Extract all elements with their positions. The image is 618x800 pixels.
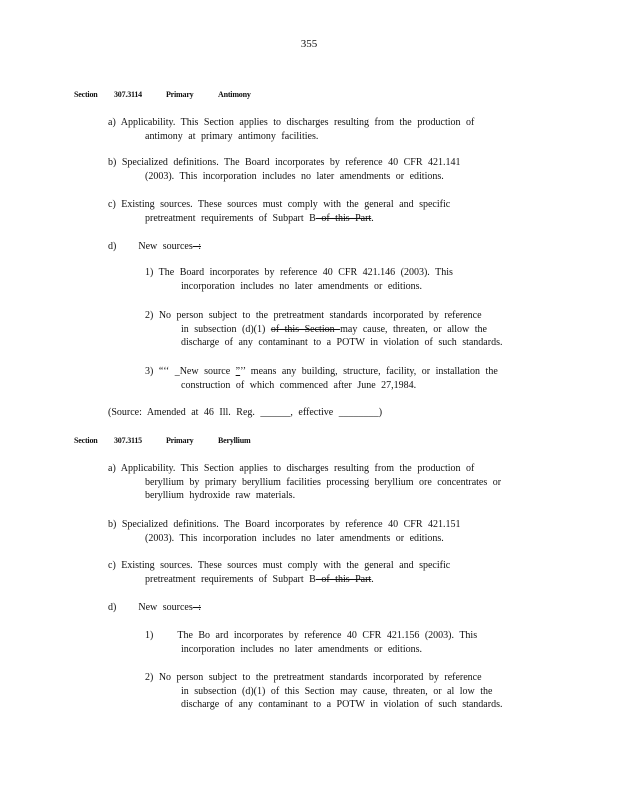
subsection-a [108, 116, 474, 143]
deleted-text: New source [179, 366, 236, 377]
deleted-text: of this Part [315, 212, 372, 224]
text-line: may cause, threaten, or allow the [340, 323, 487, 335]
deleted-text: : [192, 241, 201, 252]
text-line: 2) No person subject to the pretreatment standards incorporated by reference [145, 310, 482, 321]
text-line: antimony at primary antimony facilities. [145, 130, 319, 142]
section-heading-307-3115 [74, 436, 250, 445]
text-line: a) Applicability. This Section applies to discharges resulting from the production of [108, 117, 475, 128]
subsection-b [108, 518, 461, 545]
list-label: 1) [145, 630, 154, 641]
text-line: c) Existing sources. These sources must comply with the general and specific [108, 199, 451, 210]
section-number: 307.3115 [114, 436, 142, 445]
deleted-text: : [192, 602, 201, 613]
text-line: . [371, 212, 374, 224]
text-line: c) Existing sources. These sources must comply with the general and specific [108, 560, 451, 571]
text-line: (2003). This incorporation includes no later amendments or editions. [145, 532, 444, 544]
subsection-d-2 [145, 671, 502, 712]
text-line: b) Specialized definitions. The Board incorporates by reference 40 CFR 421.141 [108, 157, 461, 168]
source-note: (Source: Amended at 46 Ill. Reg. ______, effective ________) [108, 407, 383, 418]
inserted-text: ” [235, 366, 241, 377]
section-title-word: Beryllium [218, 436, 251, 445]
text-line: ’’ means any building, structure, facility, or installation the [240, 366, 498, 377]
text-line: beryllium by primary beryllium facilities processing beryllium ore concentrates or [145, 476, 502, 488]
text-line: The Bo ard incorporates by reference 40 CFR 421.156 (2003). This [177, 630, 478, 641]
list-label: 3) “‘‘ [145, 366, 170, 377]
subsection-b [108, 156, 461, 183]
text-line: discharge of any contaminant to a POTW in violation of such standards. [181, 337, 503, 348]
text-line: . [371, 573, 374, 585]
subsection-d-2 [145, 309, 502, 350]
text-line: 2) No person subject to the pretreatment standards incorporated by reference [145, 672, 482, 683]
text-line: incorporation includes no later amendments or editions. [181, 280, 422, 292]
text-line: construction of which commenced after June 27,1984. [181, 379, 417, 391]
deleted-text: of this Part [315, 573, 372, 585]
list-label: d) [108, 241, 117, 252]
text-line: New sources [138, 602, 193, 613]
subsection-c [108, 198, 450, 225]
text-line: b) Specialized definitions. The Board incorporates by reference 40 CFR 421.151 [108, 519, 461, 530]
section-label: Section [74, 436, 98, 445]
list-label: d) [108, 602, 117, 613]
section-label: Section [74, 90, 98, 99]
section-number: 307.3114 [114, 90, 142, 99]
text-line: _ [169, 366, 180, 377]
section-title-word: Primary [166, 90, 194, 99]
subsection-d-1 [145, 266, 453, 293]
section-title-word: Antimony [218, 90, 251, 99]
text-line: 1) The Board incorporates by reference 40 CFR 421.146 (2003). This [145, 267, 453, 278]
text-line: pretreatment requirements of Subpart B [145, 573, 316, 585]
subsection-d-3 [145, 365, 498, 392]
text-line: beryllium hydroxide raw materials. [145, 490, 296, 501]
page-number: 355 [300, 38, 318, 50]
subsection-d [108, 601, 201, 615]
text-line: New sources [138, 241, 193, 252]
section-title-word: Primary [166, 436, 194, 445]
deleted-text: of this Section [270, 323, 341, 335]
subsection-c [108, 559, 450, 586]
text-line: discharge of any contaminant to a POTW in violation of such standards. [181, 699, 503, 710]
section-heading-307-3114 [74, 90, 251, 99]
text-line: incorporation includes no later amendments or editions. [181, 643, 422, 655]
text-line: (2003). This incorporation includes no later amendments or editions. [145, 170, 444, 182]
text-line: in subsection (d)(1) of this Section may cause, threaten, or al low the [181, 685, 493, 697]
subsection-a [108, 462, 501, 503]
subsection-d-1 [145, 629, 477, 656]
text-line: pretreatment requirements of Subpart B [145, 212, 316, 224]
subsection-d [108, 240, 201, 254]
text-line: a) Applicability. This Section applies to discharges resulting from the production of [108, 463, 475, 474]
text-line: in subsection (d)(1) [181, 323, 271, 335]
